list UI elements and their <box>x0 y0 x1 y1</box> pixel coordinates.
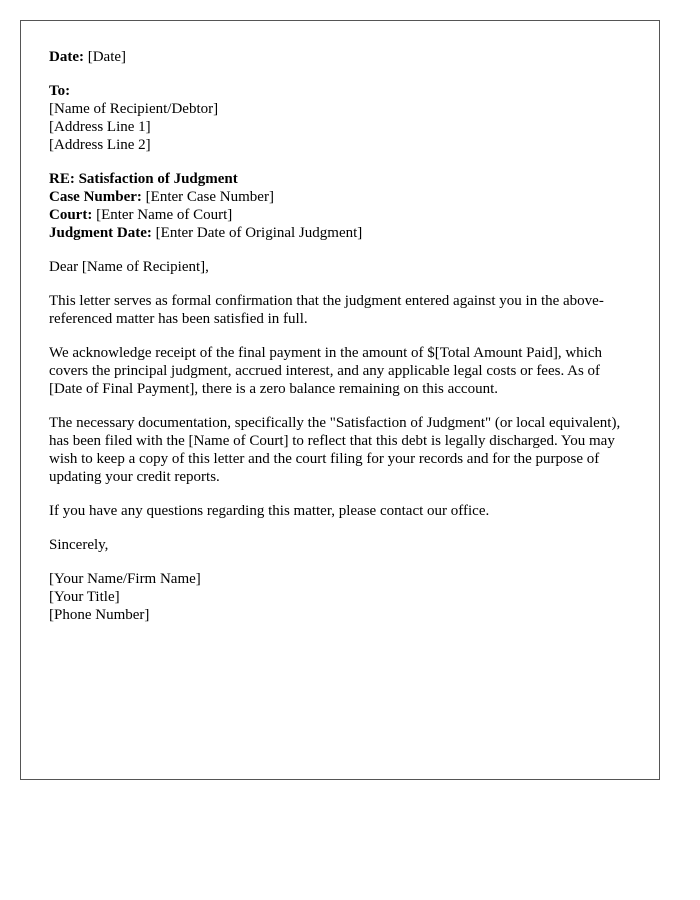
judgment-date-value: [Enter Date of Original Judgment] <box>155 225 363 241</box>
judgment-date-line <box>49 224 631 242</box>
re-subject: RE: Satisfaction of Judgment <box>49 171 238 187</box>
reference-block <box>49 170 631 242</box>
court-line <box>49 206 631 224</box>
judgment-date-label: Judgment Date: <box>49 225 152 241</box>
closing: Sincerely, <box>49 537 109 553</box>
body-paragraph-3: The necessary documentation, specifically the "Satisfaction of Judgment" (or local equivalent), has been filed with the [Name of Court] to reflect that this debt is legally discharged. You may wish to keep a copy of this letter and the court filing for your records and for the purpose of updating your credit reports. <box>49 415 621 485</box>
salutation: Dear [Name of Recipient], <box>49 259 209 275</box>
recipient-block <box>49 82 631 154</box>
body-paragraph-1: This letter serves as formal confirmation that the judgment entered against you in the above-referenced matter has been satisfied in full. <box>49 293 604 327</box>
body-paragraph-2: We acknowledge receipt of the final payment in the amount of $[Total Amount Paid], which covers the principal judgment, accrued interest, and any applicable legal costs or fees. As of [Date of Final Payment], there is a zero balance remaining on this account. <box>49 345 603 397</box>
signature-phone: [Phone Number] <box>49 607 150 623</box>
case-number-label: Case Number: <box>49 189 142 205</box>
date-value: [Date] <box>87 49 127 65</box>
court-value: [Enter Name of Court] <box>96 207 233 223</box>
case-number-value: [Enter Case Number] <box>145 189 274 205</box>
date-line <box>49 48 631 66</box>
recipient-address-line-2: [Address Line 2] <box>49 137 151 153</box>
recipient-label: To: <box>49 83 71 99</box>
recipient-name: [Name of Recipient/Debtor] <box>49 101 219 117</box>
recipient-address-line-1: [Address Line 1] <box>49 119 151 135</box>
signature-title: [Your Title] <box>49 589 120 605</box>
signature-name: [Your Name/Firm Name] <box>49 571 201 587</box>
case-number-line <box>49 188 631 206</box>
date-label: Date: <box>49 49 84 65</box>
letter-page <box>20 20 660 780</box>
signature-block <box>49 570 631 624</box>
court-label: Court: <box>49 207 93 223</box>
body-paragraph-4: If you have any questions regarding this matter, please contact our office. <box>49 503 490 519</box>
